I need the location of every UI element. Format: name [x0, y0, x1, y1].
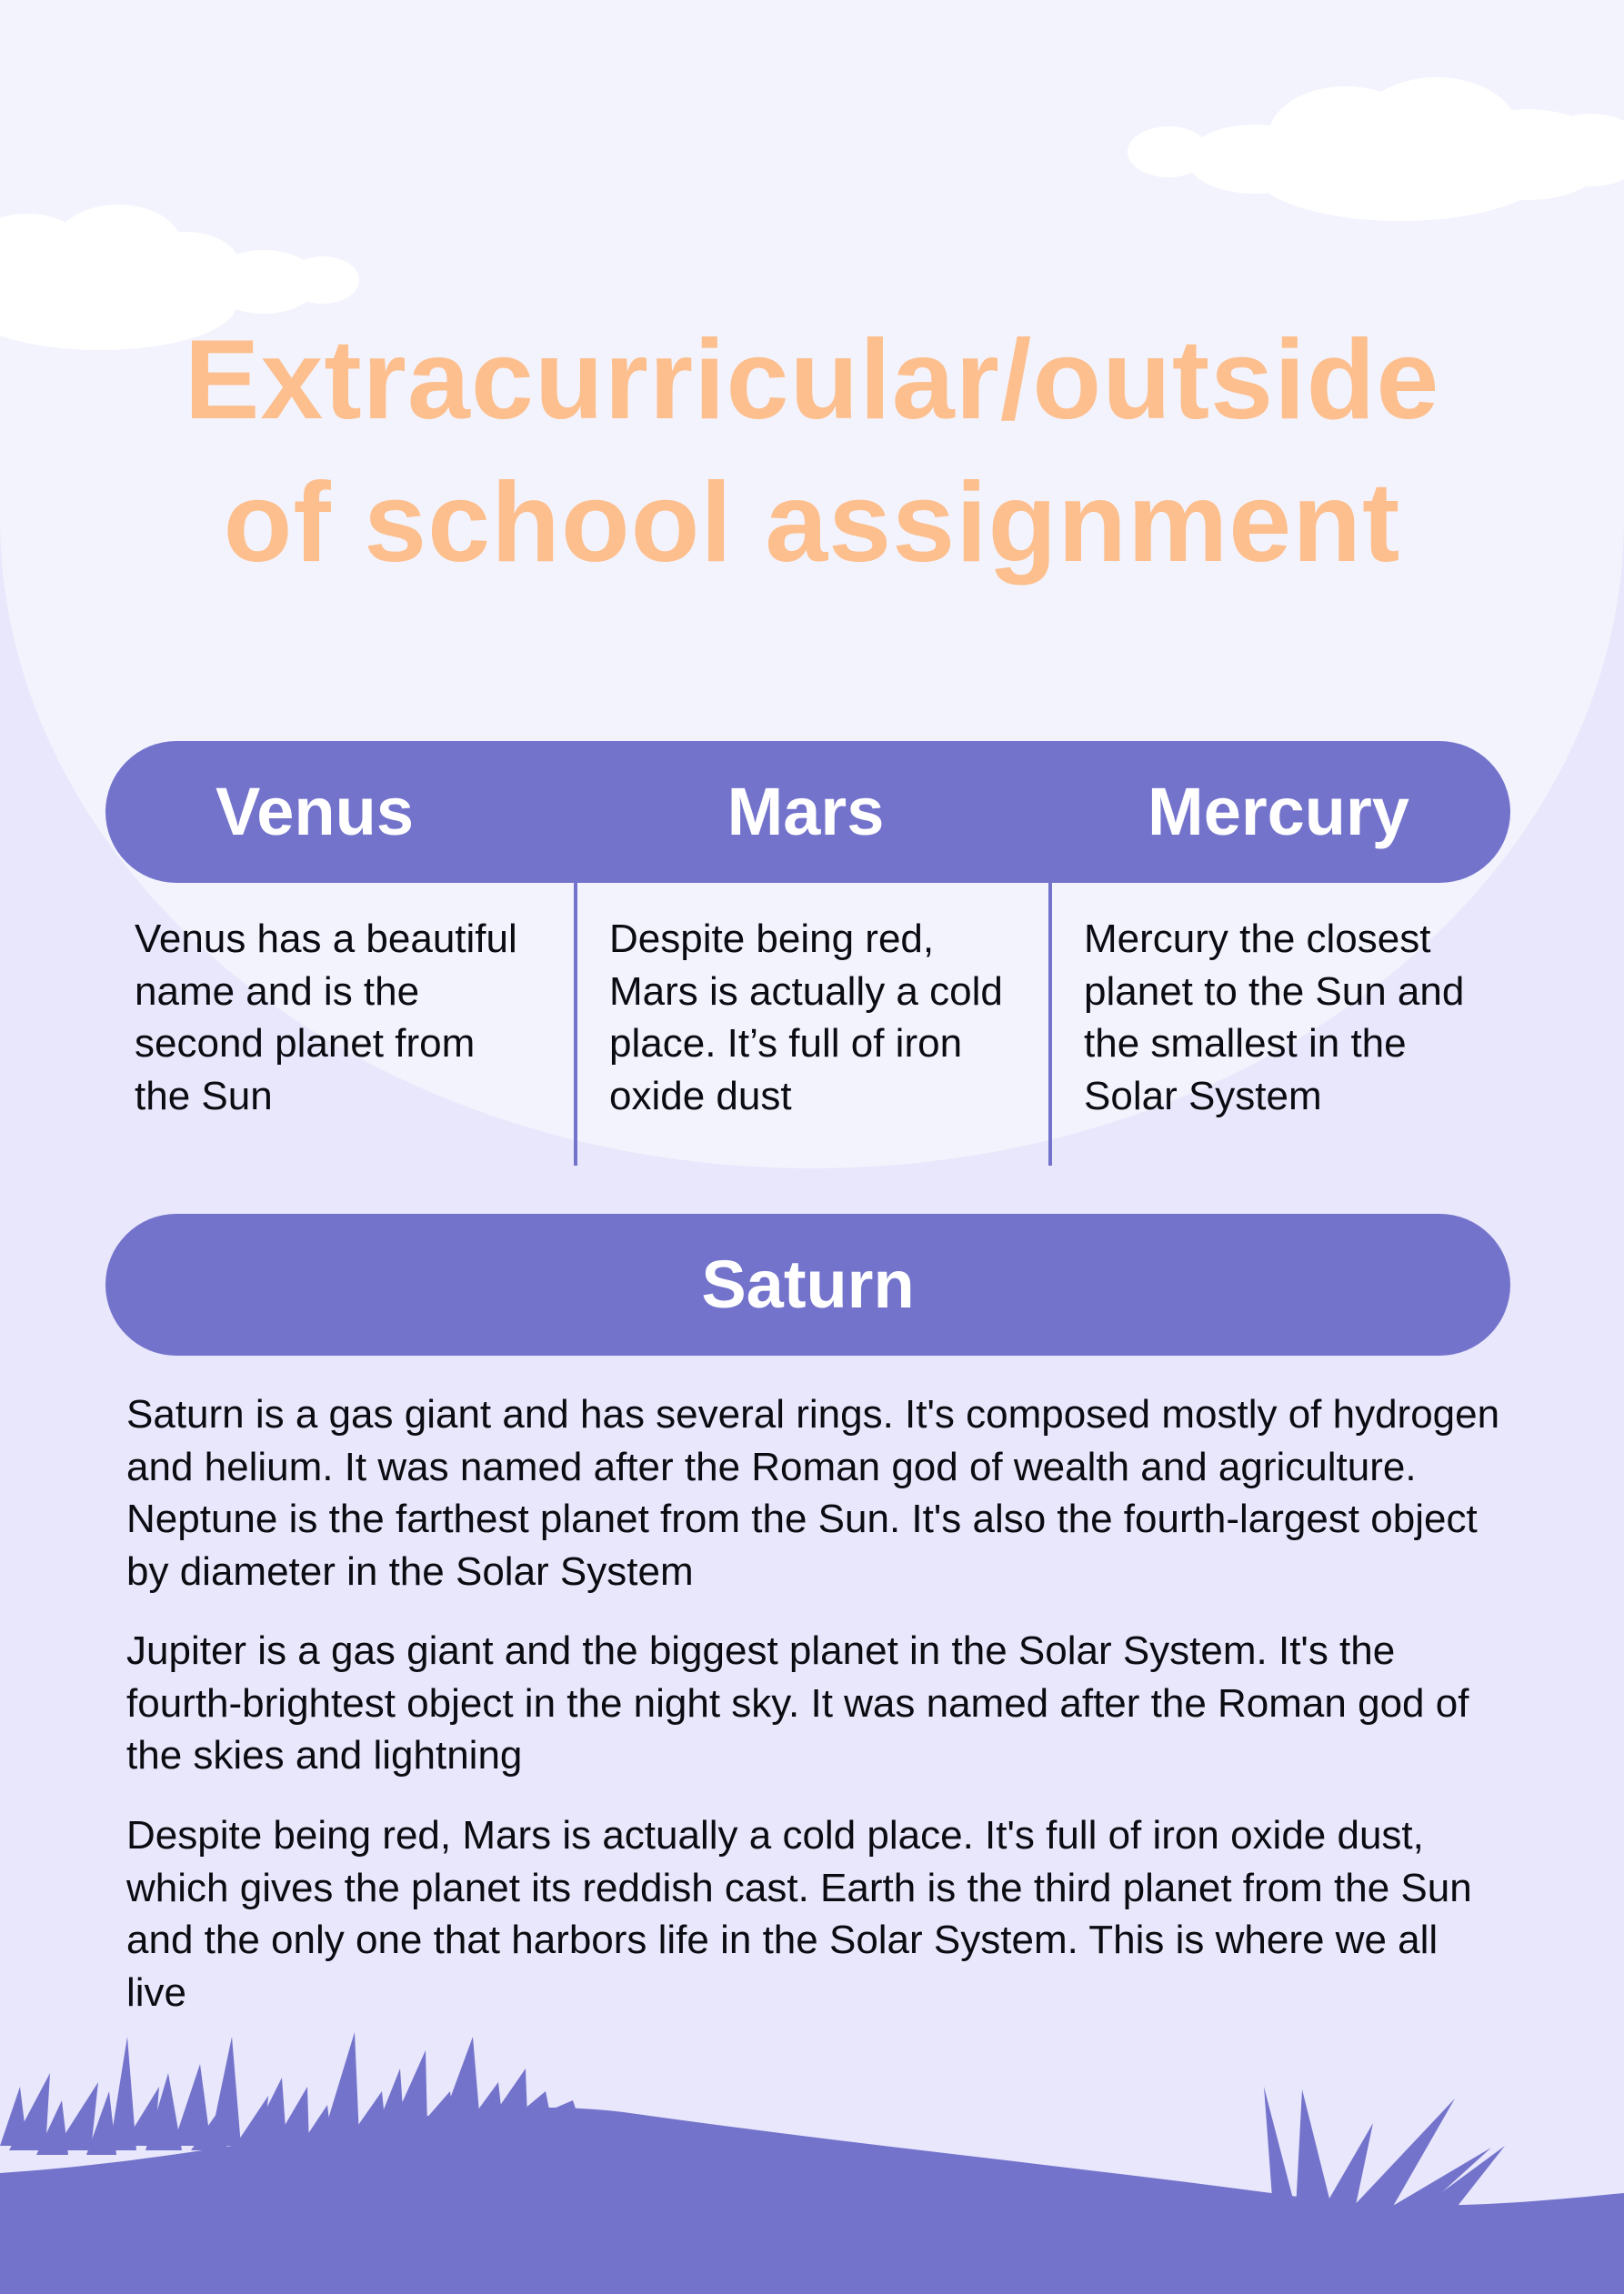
planet-description-mercury: Mercury the closest planet to the Sun and the smallest in the Solar System [1084, 917, 1465, 1118]
planet-description-mars: Despite being red, Mars is actually a cold place. It’s full of iron oxide dust [609, 917, 1003, 1118]
planets-header-bar [105, 741, 1510, 883]
grass-ground-decoration [0, 2000, 1624, 2294]
cloud-right-decoration [1128, 68, 1624, 232]
saturn-header-bar [105, 1214, 1510, 1356]
planet-heading-mercury: Mercury [1148, 774, 1409, 849]
saturn-paragraph-3: Despite being red, Mars is actually a cold place. It's full of iron oxide dust, which gives the planet its reddish cast. Earth is the third planet from the Sun and the only one that harbors life in the Solar System. This is where we all live [126, 1813, 1472, 2015]
saturn-heading: Saturn [701, 1247, 915, 1322]
saturn-paragraph-1: Saturn is a gas giant and has several rings. It's composed mostly of hydrogen and helium. It was named after the Roman god of wealth and agriculture. Neptune is the farthest planet from the Sun. It's also the fourth-largest object by diameter in the Solar System [126, 1392, 1500, 1594]
saturn-paragraph-2: Jupiter is a gas giant and the biggest planet in the Solar System. It's the fourth-brightest object in the night sky. It was named after the Roman god of the skies and lightning [126, 1628, 1469, 1778]
title-line-1: Extracurricular/outside [184, 317, 1440, 443]
column-divider-1 [574, 882, 577, 1166]
title-line-2: of school assignment [223, 460, 1401, 586]
page-title [0, 309, 1624, 595]
planet-description-venus: Venus has a beautiful name and is the second planet from the Sun [135, 917, 517, 1118]
planet-heading-venus: Venus [216, 774, 414, 849]
column-divider-2 [1048, 882, 1052, 1166]
planet-heading-mars: Mars [727, 774, 885, 849]
